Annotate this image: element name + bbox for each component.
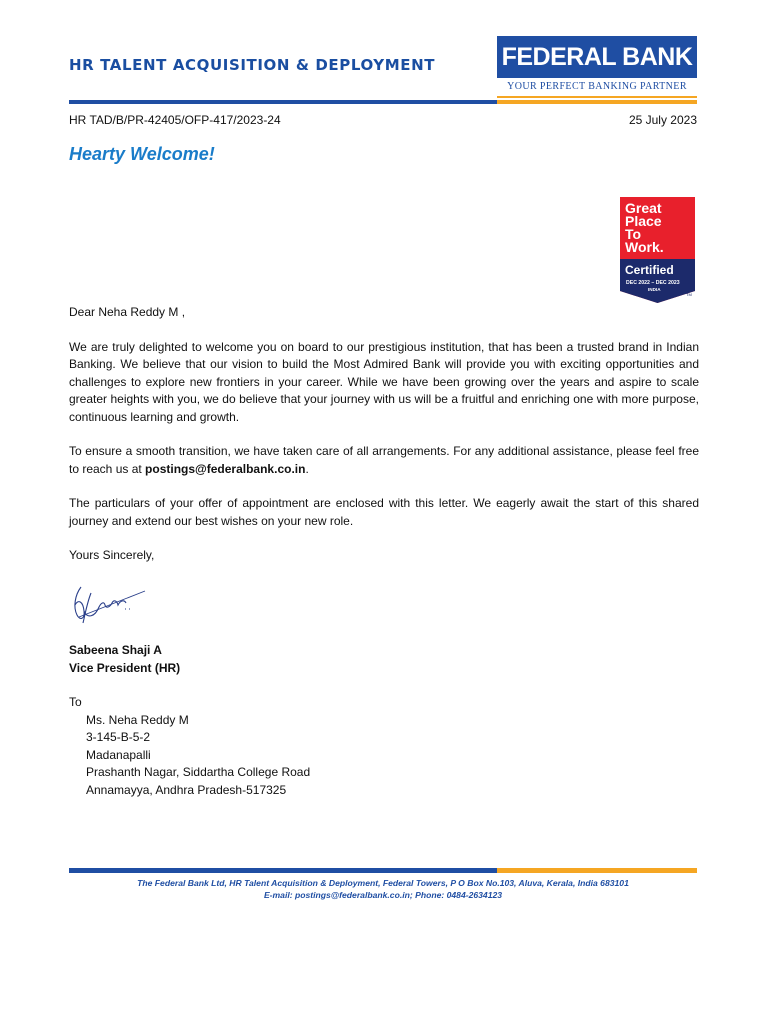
badge-certified: Certified (625, 263, 674, 277)
paragraph-particulars: The particulars of your offer of appointment are enclosed with this letter. We eagerly await the start of this shared journey and extend our best wishes on your new role. (69, 496, 699, 528)
footer-contact: E-mail: postings@federalbank.co.in; Phone: 0484-2634123 (263, 890, 503, 900)
letter-date: 25 July 2023 (628, 113, 697, 127)
header-divider (69, 100, 697, 104)
to-label: To (69, 695, 82, 709)
reference-number: HR TAD/B/PR-42405/OFP-417/2023-24 (69, 113, 281, 127)
paragraph-transition: To ensure a smooth transition, we have taken care of all arrangements. For any additional assistance, please feel free to reach us at postings@federalbank.co.in. (69, 444, 699, 476)
department-title: HR TALENT ACQUISITION & DEPLOYMENT (69, 56, 436, 74)
badge-country: INDIA (648, 287, 661, 292)
badge-line-4: Work. (625, 239, 664, 255)
federal-bank-logo (497, 36, 697, 98)
salutation: Dear Neha Reddy M , (69, 305, 186, 319)
contact-email[interactable]: postings@federalbank.co.in (145, 461, 306, 476)
welcome-heading: Hearty Welcome! (69, 144, 215, 164)
logo-tagline: YOUR PERFECT BANKING PARTNER (497, 78, 697, 98)
letter-body (69, 304, 699, 799)
badge-line-3: To (625, 226, 642, 242)
footer-address: The Federal Bank Ltd, HR Talent Acquisition & Deployment, Federal Towers, P O Box No.103, Aluva, Kerala, India 683101 (137, 878, 629, 888)
footer (69, 877, 697, 901)
address-line: Ms. Neha Reddy M (86, 712, 189, 727)
closing: Yours Sincerely, (69, 548, 155, 562)
signature-image (69, 579, 149, 631)
address-line: Madanapalli (86, 747, 151, 762)
address-line: Annamayya, Andhra Pradesh-517325 (86, 782, 287, 797)
badge-trademark: TM (686, 292, 692, 297)
badge-period: DEC 2022 – DEC 2023 (626, 280, 680, 286)
badge-line-2: Place (625, 213, 662, 229)
logo-name: FEDERAL BANK (497, 36, 697, 78)
signatory-name: Sabeena Shaji A (69, 643, 162, 657)
signatory-title: Vice President (HR) (69, 660, 181, 675)
great-place-to-work-badge (620, 197, 695, 305)
badge-line-1: Great (625, 200, 662, 216)
address-line: 3-145-B-5-2 (86, 730, 151, 744)
paragraph-welcome: We are truly delighted to welcome you on board to our prestigious institution, that has been a trusted brand in Indian Banking. We believe that our vision to build the Most Admired Bank will provide you with exciting opportunities and challenges to explore new frontiers in your career. While we have been growing over the years and aspire to scale greater heights with you, we do believe that your journey with us will be a fruitful and enriching one with more purpose, continuous learning and growth. (69, 339, 699, 424)
address-line: Prashanth Nagar, Siddartha College Road (86, 765, 311, 779)
footer-divider (69, 868, 697, 873)
recipient-address (86, 712, 699, 800)
